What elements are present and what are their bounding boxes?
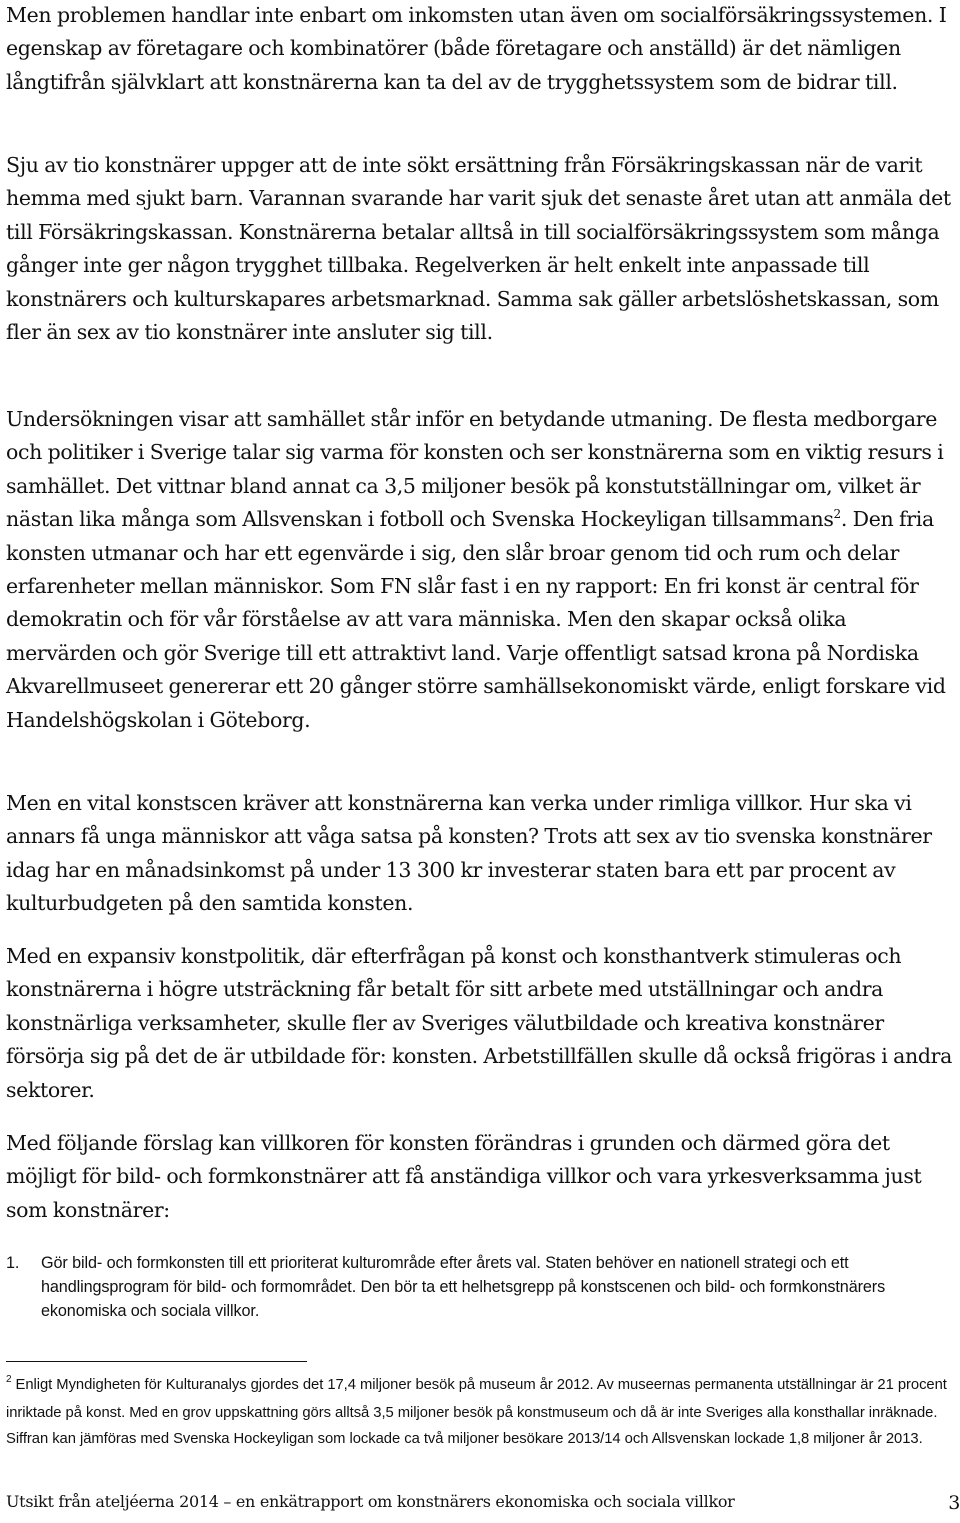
paragraph-vital-art-scene: Men en vital konstscen kräver att konstnärerna kan verka under rimliga villkor. Hur ska vi annars få unga människor att våga satsa på konsten? Trots att sex av tio svenska konstnärer idag har en månadsinkomst på under 13 300 kr investerar staten bara ett par procent av kulturbudgeten på den samtida konsten. bbox=[6, 791, 932, 916]
footnote-text: Enligt Myndigheten för Kulturanalys gjordes det 17,4 miljoner besök på museum år 2012. Av museernas permanenta utställningar är 21 procent inriktade på konst. Med en grov uppskattning görs alltså 3,5 miljoner besök på konstmuseum och då är inte Sveriges alla konsthallar inräknade. Siffran kan jämföras med Svenska Hockeyligan som lockade ca två miljoner besökare 2013/14 och Allsvenskan lockade 1,8 miljoner år 2013. bbox=[6, 1377, 947, 1448]
page-footer bbox=[6, 1488, 960, 1518]
footer-title: Utsikt från ateljéerna 2014 – en enkätrapport om konstnärers ekonomiska och sociala villkor bbox=[6, 1492, 735, 1511]
footnote bbox=[6, 1372, 956, 1453]
footnote-reference: 2 bbox=[833, 507, 841, 522]
paragraph-social-insurance: Men problemen handlar inte enbart om inkomsten utan även om socialförsäkringssystemen. I egenskap av företagare och kombinatörer (både företagare och anställd) är det nämligen långtifrån självklart att konstnärerna kan ta del av de trygghetssystem som de bidrar till. bbox=[6, 3, 947, 94]
footnote-mark: 2 bbox=[6, 1374, 12, 1385]
paragraph-society-challenge bbox=[6, 403, 954, 737]
footnote-divider bbox=[6, 1361, 307, 1362]
paragraph-proposals-intro: Med följande förslag kan villkoren för konsten förändras i grunden och därmed göra det möjligt för bild- och formkonstnärer att få anständiga villkor och vara yrkesverksamma just som konstnärer: bbox=[6, 1131, 922, 1222]
paragraph-society-challenge-part-1: Undersökningen visar att samhället står inför en betydande utmaning. De flesta medborgare och politiker i Sverige talar sig varma för konsten och ser konstnärerna som en viktig resurs i samhället. Det vittnar bland annat ca 3,5 miljoner besök på konstutställningar om, vilket är nästan lika många som Allsvenskan i fotboll och Svenska Hockeyligan tillsammans bbox=[6, 407, 944, 532]
page-number: 3 bbox=[948, 1492, 960, 1514]
paragraph-society-challenge-part-2: . Den fria konsten utmanar och har ett egenvärde i sig, den slår broar genom tid och rum och delar erfarenheter mellan människor. Som FN slår fast i en ny rapport: En fri konst är central för demokratin och för vår förståelse av att vara människa. Men den skapar också olika mervärden och gör Sverige till ett attraktivt land. Varje offentligt satsad krona på Nordiska Akvarellmuseet genererar ett 20 gånger större samhällsekonomiskt värde, enligt forskare vid Handelshögskolan i Göteborg. bbox=[6, 507, 946, 732]
list-item-number: 1. bbox=[6, 1254, 20, 1272]
list-item-text: Gör bild- och formkonsten till ett prioriterat kulturområde efter årets val. Staten behöver en nationell strategi och ett handlingsprogram för bild- och formområdet. Den bör ta ett helhetsgrepp på konstscenen och bild- och formkonstnärers ekonomiska och sociala villkor. bbox=[41, 1254, 886, 1320]
paragraph-expansive-art-policy: Med en expansiv konstpolitik, där efterfrågan på konst och konsthantverk stimuleras och konstnärerna i högre utsträckning får betalt för sitt arbete med utställningar och andra konstnärliga verksamheter, skulle fler av Sveriges välutbildade och kreativa konstnärer försörja sig på det de är utbildade för: konsten. Arbetstillfällen skulle då också frigöras i andra sektorer. bbox=[6, 944, 952, 1102]
paragraph-insurance-statistics: Sju av tio konstnärer uppger att de inte sökt ersättning från Försäkringskassan när de varit hemma med sjukt barn. Varannan svarande har varit sjuk det senaste året utan att anmäla det till Försäkringskassan. Konstnärerna betalar alltså in till socialförsäkringssystem som många gånger inte ger någon trygghet tillbaka. Regelverken är helt enkelt inte anpassade till konstnärers och kulturskapares arbetsmarknad. Samma sak gäller arbetslöshetskassan, som fler än sex av tio konstnärer inte ansluter sig till. bbox=[6, 153, 951, 345]
